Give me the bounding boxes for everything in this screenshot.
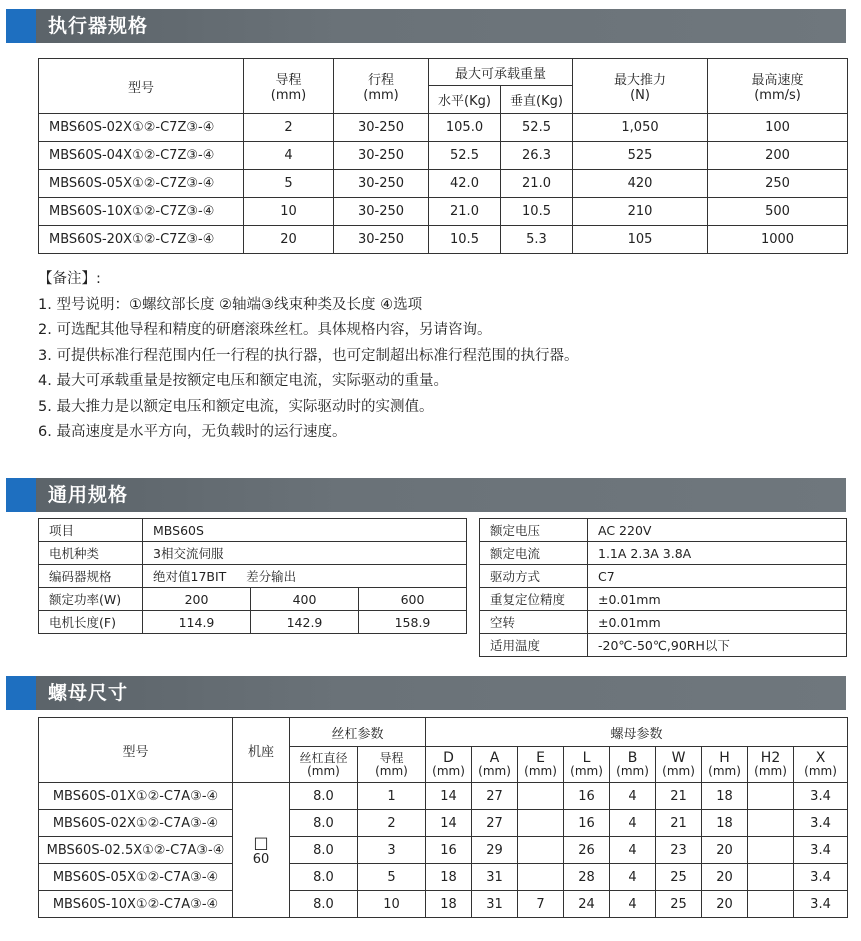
cell-nut-value: [518, 810, 564, 837]
cell-model: MBS60S-20X①②-C7Z③-④: [39, 226, 244, 254]
table-row: [39, 170, 848, 198]
table-row: [480, 634, 847, 657]
cell-nut-value: 25: [656, 891, 702, 918]
cell-nut-value: 16: [426, 837, 472, 864]
general-value: C7: [588, 565, 847, 588]
cell-lead: 3: [358, 837, 426, 864]
cell-model: MBS60S-02X①②-C7A③-④: [39, 810, 233, 837]
cell-thrust: 420: [573, 170, 708, 198]
label-item: 项目: [39, 519, 143, 542]
cell-vertical: 26.3: [501, 142, 573, 170]
section-accent: [6, 478, 36, 512]
value-length: 142.9: [251, 611, 359, 634]
cell-nut-value: 16: [564, 783, 610, 810]
cell-nut-value: [518, 837, 564, 864]
cell-lead: 20: [244, 226, 334, 254]
cell-nut-value: 14: [426, 783, 472, 810]
header-lead: 导程 (mm): [358, 747, 426, 783]
label-rated-power: 额定功率(W): [39, 588, 143, 611]
cell-nut-value: 21: [656, 783, 702, 810]
cell-horizontal: 105.0: [429, 114, 501, 142]
label-motor-type: 电机种类: [39, 542, 143, 565]
section-title-actuator: 执行器规格: [48, 15, 149, 37]
header-vertical: 垂直(Kg): [501, 86, 573, 114]
cell-stroke: 30-250: [334, 114, 429, 142]
header-max-speed: 最高速度 (mm/s): [708, 59, 848, 114]
label-encoder: 编码器规格: [39, 565, 143, 588]
cell-speed: 500: [708, 198, 848, 226]
cell-nut-value: 27: [472, 810, 518, 837]
label-motor-length: 电机长度(F): [39, 611, 143, 634]
value-motor-type: 3相交流伺服: [143, 542, 467, 565]
table-row: [480, 611, 847, 634]
table-row: [39, 837, 848, 864]
cell-lead: 5: [358, 864, 426, 891]
cell-nut-value: 4: [610, 810, 656, 837]
header-nut-col: A (mm): [472, 747, 518, 783]
table-row: [480, 565, 847, 588]
value-power: 200: [143, 588, 251, 611]
cell-model: MBS60S-10X①②-C7A③-④: [39, 891, 233, 918]
cell-nut-value: 3.4: [794, 783, 848, 810]
notes-block: [38, 267, 578, 446]
section-title-general: 通用规格: [48, 484, 129, 506]
cell-speed: 1000: [708, 226, 848, 254]
cell-speed: 250: [708, 170, 848, 198]
cell-base: □ 60: [233, 783, 290, 918]
cell-stroke: 30-250: [334, 142, 429, 170]
cell-nut-value: [518, 864, 564, 891]
header-model: 型号: [39, 59, 244, 114]
general-value: ±0.01mm: [588, 588, 847, 611]
note-item: 6. 最高速度是水平方向，无负载时的运行速度。: [38, 424, 347, 440]
cell-stroke: 30-250: [334, 170, 429, 198]
cell-lead: 10: [358, 891, 426, 918]
cell-nut-value: 27: [472, 783, 518, 810]
value-item: MBS60S: [143, 519, 467, 542]
general-value: AC 220V: [588, 519, 847, 542]
cell-horizontal: 52.5: [429, 142, 501, 170]
cell-nut-value: 31: [472, 864, 518, 891]
value-length: 114.9: [143, 611, 251, 634]
cell-nut-value: 20: [702, 864, 748, 891]
cell-nut-value: 20: [702, 837, 748, 864]
table-row: [480, 519, 847, 542]
section-accent: [6, 676, 36, 710]
value-length: 158.9: [359, 611, 467, 634]
cell-stroke: 30-250: [334, 198, 429, 226]
cell-nut-value: 20: [702, 891, 748, 918]
cell-model: MBS60S-02X①②-C7Z③-④: [39, 114, 244, 142]
cell-vertical: 5.3: [501, 226, 573, 254]
general-label: 重复定位精度: [480, 588, 588, 611]
cell-nut-value: 18: [702, 783, 748, 810]
cell-model: MBS60S-10X①②-C7Z③-④: [39, 198, 244, 226]
cell-lead: 1: [358, 783, 426, 810]
cell-nut-value: 4: [610, 837, 656, 864]
general-value: -20℃-50℃,90RH以下: [588, 634, 847, 657]
cell-nut-value: [748, 810, 794, 837]
general-spec-left-table: [38, 518, 467, 634]
note-item: 3. 可提供标准行程范围内任一行程的执行器，也可定制超出标准行程范围的执行器。: [38, 347, 579, 364]
cell-horizontal: 21.0: [429, 198, 501, 226]
cell-nut-value: 3.4: [794, 837, 848, 864]
table-row: [39, 864, 848, 891]
cell-model: MBS60S-04X①②-C7Z③-④: [39, 142, 244, 170]
section-header-general: [6, 478, 846, 512]
cell-nut-value: 4: [610, 891, 656, 918]
header-max-load: 最大可承载重量: [429, 59, 573, 86]
note-item: 1. 型号说明：①螺纹部长度 ②轴端③线束种类及长度 ④选项: [38, 296, 423, 313]
square-icon: □: [253, 833, 269, 852]
cell-nut-value: 4: [610, 783, 656, 810]
general-label: 额定电压: [480, 519, 588, 542]
cell-nut-value: 3.4: [794, 891, 848, 918]
cell-model: MBS60S-05X①②-C7A③-④: [39, 864, 233, 891]
general-spec-right-table: [479, 518, 847, 657]
section-header-nut: [6, 676, 846, 710]
cell-horizontal: 42.0: [429, 170, 501, 198]
cell-lead: 10: [244, 198, 334, 226]
header-screw-diameter: 丝杠直径 (mm): [290, 747, 358, 783]
cell-vertical: 10.5: [501, 198, 573, 226]
value-power: 400: [251, 588, 359, 611]
cell-nut-value: 16: [564, 810, 610, 837]
cell-stroke: 30-250: [334, 226, 429, 254]
cell-diameter: 8.0: [290, 891, 358, 918]
table-row: [480, 588, 847, 611]
header-lead: 导程 (mm): [244, 59, 334, 114]
header-nut-col: H (mm): [702, 747, 748, 783]
header-nut-col: L (mm): [564, 747, 610, 783]
general-label: 适用温度: [480, 634, 588, 657]
header-base: 机座: [233, 718, 290, 783]
note-item: 2. 可选配其他导程和精度的研磨滚珠丝杠。具体规格内容，另请咨询。: [38, 322, 492, 338]
table-row: [39, 783, 848, 810]
cell-nut-value: 24: [564, 891, 610, 918]
cell-vertical: 21.0: [501, 170, 573, 198]
cell-nut-value: 18: [702, 810, 748, 837]
general-label: 额定电流: [480, 542, 588, 565]
cell-speed: 100: [708, 114, 848, 142]
header-nut-col: D (mm): [426, 747, 472, 783]
cell-nut-value: 28: [564, 864, 610, 891]
section-header-actuator: [6, 9, 846, 43]
cell-lead: 4: [244, 142, 334, 170]
cell-nut-value: [748, 891, 794, 918]
cell-thrust: 1,050: [573, 114, 708, 142]
cell-thrust: 105: [573, 226, 708, 254]
cell-nut-value: 3.4: [794, 864, 848, 891]
general-value: ±0.01mm: [588, 611, 847, 634]
cell-nut-value: 14: [426, 810, 472, 837]
cell-nut-value: 25: [656, 864, 702, 891]
cell-model: MBS60S-05X①②-C7Z③-④: [39, 170, 244, 198]
cell-lead: 2: [358, 810, 426, 837]
header-nut-col: W (mm): [656, 747, 702, 783]
cell-nut-value: [748, 783, 794, 810]
table-row: [39, 810, 848, 837]
cell-nut-value: 7: [518, 891, 564, 918]
header-nut-col: B (mm): [610, 747, 656, 783]
header-nut-col: X (mm): [794, 747, 848, 783]
general-label: 空转: [480, 611, 588, 634]
cell-lead: 2: [244, 114, 334, 142]
table-row: [39, 198, 848, 226]
cell-diameter: 8.0: [290, 810, 358, 837]
table-row: [39, 114, 848, 142]
note-item: 5. 最大推力是以额定电压和额定电流，实际驱动时的实测值。: [38, 398, 434, 415]
cell-model: MBS60S-02.5X①②-C7A③-④: [39, 837, 233, 864]
nut-size-table: [38, 717, 848, 918]
value-power: 600: [359, 588, 467, 611]
general-label: 驱动方式: [480, 565, 588, 588]
cell-vertical: 52.5: [501, 114, 573, 142]
cell-nut-value: 18: [426, 864, 472, 891]
cell-nut-value: 31: [472, 891, 518, 918]
header-nut-col: H2 (mm): [748, 747, 794, 783]
cell-model: MBS60S-01X①②-C7A③-④: [39, 783, 233, 810]
cell-speed: 200: [708, 142, 848, 170]
cell-nut-value: 23: [656, 837, 702, 864]
cell-nut-value: 26: [564, 837, 610, 864]
table-row: [39, 142, 848, 170]
cell-diameter: 8.0: [290, 837, 358, 864]
section-title-nut: 螺母尺寸: [48, 682, 129, 704]
note-item: 4. 最大可承载重量是按额定电压和额定电流，实际驱动的重量。: [38, 373, 448, 389]
cell-horizontal: 10.5: [429, 226, 501, 254]
cell-nut-value: 21: [656, 810, 702, 837]
header-model: 型号: [39, 718, 233, 783]
cell-nut-value: 3.4: [794, 810, 848, 837]
section-accent: [6, 9, 36, 43]
cell-nut-value: [748, 864, 794, 891]
table-row: [480, 542, 847, 565]
cell-lead: 5: [244, 170, 334, 198]
cell-thrust: 210: [573, 198, 708, 226]
header-nut-col: E (mm): [518, 747, 564, 783]
cell-nut-value: 29: [472, 837, 518, 864]
cell-nut-value: [748, 837, 794, 864]
header-horizontal: 水平(Kg): [429, 86, 501, 114]
header-max-thrust: 最大推力 (N): [573, 59, 708, 114]
notes-title: 【备注】:: [38, 271, 101, 287]
table-row: [39, 891, 848, 918]
header-nut-params: 螺母参数: [426, 718, 848, 747]
cell-diameter: 8.0: [290, 783, 358, 810]
table-row: [39, 226, 848, 254]
cell-nut-value: 4: [610, 864, 656, 891]
cell-diameter: 8.0: [290, 864, 358, 891]
header-stroke: 行程 (mm): [334, 59, 429, 114]
cell-nut-value: 18: [426, 891, 472, 918]
actuator-spec-table: [38, 58, 848, 254]
cell-thrust: 525: [573, 142, 708, 170]
cell-nut-value: [518, 783, 564, 810]
general-value: 1.1A 2.3A 3.8A: [588, 542, 847, 565]
value-encoder: 绝对值17BIT 差分输出: [143, 565, 467, 588]
header-screw-params: 丝杠参数: [290, 718, 426, 747]
